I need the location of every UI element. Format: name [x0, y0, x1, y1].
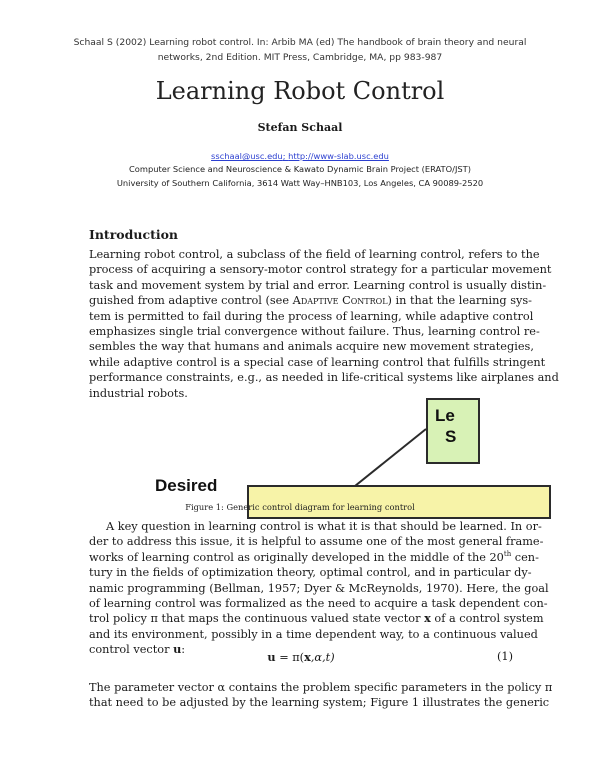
contact-separator: ; [282, 151, 289, 161]
equation-body: u = π(x,α,t) [267, 650, 335, 664]
text-line: sembles the way that humans and animals acquire new movement strategies, [89, 340, 534, 354]
desired-label: Desired [155, 476, 218, 495]
text-line: trol policy π that maps the continuous valued state vector x of a control system [89, 611, 544, 626]
section-heading-introduction: Introduction [89, 227, 179, 242]
text-line: guished from adaptive control (see Adaptive Control) in that the learning sys- [89, 294, 532, 308]
citation-line: Schaal S (2002) Learning robot control. In: Arbib MA (ed) The handbook of brain theory and neural [73, 37, 527, 48]
cross-reference-adaptive-control: Adaptive Control [292, 294, 388, 308]
affiliation-line: Computer Science and Neuroscience & Kawato Dynamic Brain Project (ERATO/JST) [129, 164, 471, 174]
connector-line [350, 429, 426, 490]
author-contact [0, 151, 600, 161]
body-paragraph [89, 519, 549, 658]
website-link[interactable]: http://www-slab.usc.edu [288, 151, 389, 161]
text-line: emphasizes single trial convergence without failure. Thus, learning control re- [89, 325, 540, 339]
figure-caption: Figure 1: Generic control diagram for learning control [185, 502, 415, 512]
text-line: of learning control was formalized as the need to acquire a task dependent con- [89, 597, 548, 611]
text-line: process of acquiring a sensory-motor control strategy for a particular movement [89, 263, 552, 277]
text-line: while adaptive control is a special case of learning control that fulfills stringent [89, 355, 546, 369]
introduction-paragraph [89, 247, 559, 401]
paper-title: Learning Robot Control [155, 77, 445, 105]
text-line: tem is permitted to fail during the process of learning, while adaptive control [89, 309, 534, 323]
learning-system-label: Le S [435, 406, 457, 446]
author-name: Stefan Schaal [257, 121, 343, 134]
text-line: industrial robots. [89, 386, 188, 400]
email-link[interactable]: sschaal@usc.edu [211, 151, 283, 161]
citation-header [70, 35, 530, 65]
affiliation-line: University of Southern California, 3614 Watt Way–HNB103, Los Angeles, CA 90089-2520 [116, 178, 484, 188]
citation-line: networks, 2nd Edition. MIT Press, Cambridge, MA, pp 983-987 [157, 52, 443, 63]
text-line: control vector u: [89, 642, 186, 657]
text-line: tury in the fields of optimization theory, optimal control, and in particular dy- [89, 566, 532, 580]
text-line: der to address this issue, it is helpful to assume one of the most general frame- [89, 535, 544, 549]
text-line: Learning robot control, a subclass of the field of learning control, refers to the [89, 248, 540, 261]
text-line: performance constraints, e.g., as needed in life-critical systems like airplanes and [89, 371, 559, 385]
text-line: namic programming (Bellman, 1957; Dyer & McReynolds, 1970). Here, the goal [89, 581, 549, 595]
text-line: that need to be adjusted by the learning system; Figure 1 illustrates the generic [89, 696, 550, 710]
body-paragraph [89, 680, 553, 711]
text-line: task and movement system by trial and error. Learning control is usually distin- [89, 278, 547, 292]
text-line: works of learning control as originally developed in the middle of the 20th cen- [89, 550, 539, 564]
figure-1-diagram [150, 395, 457, 495]
equation-number: (1) [496, 650, 513, 663]
text-line: and its environment, possibly in a time dependent way, to a continuous valued [89, 627, 538, 641]
text-line: The parameter vector α contains the problem specific parameters in the policy π [89, 681, 553, 694]
text-line: A key question in learning control is what it is that should be learned. In or- [106, 520, 542, 533]
